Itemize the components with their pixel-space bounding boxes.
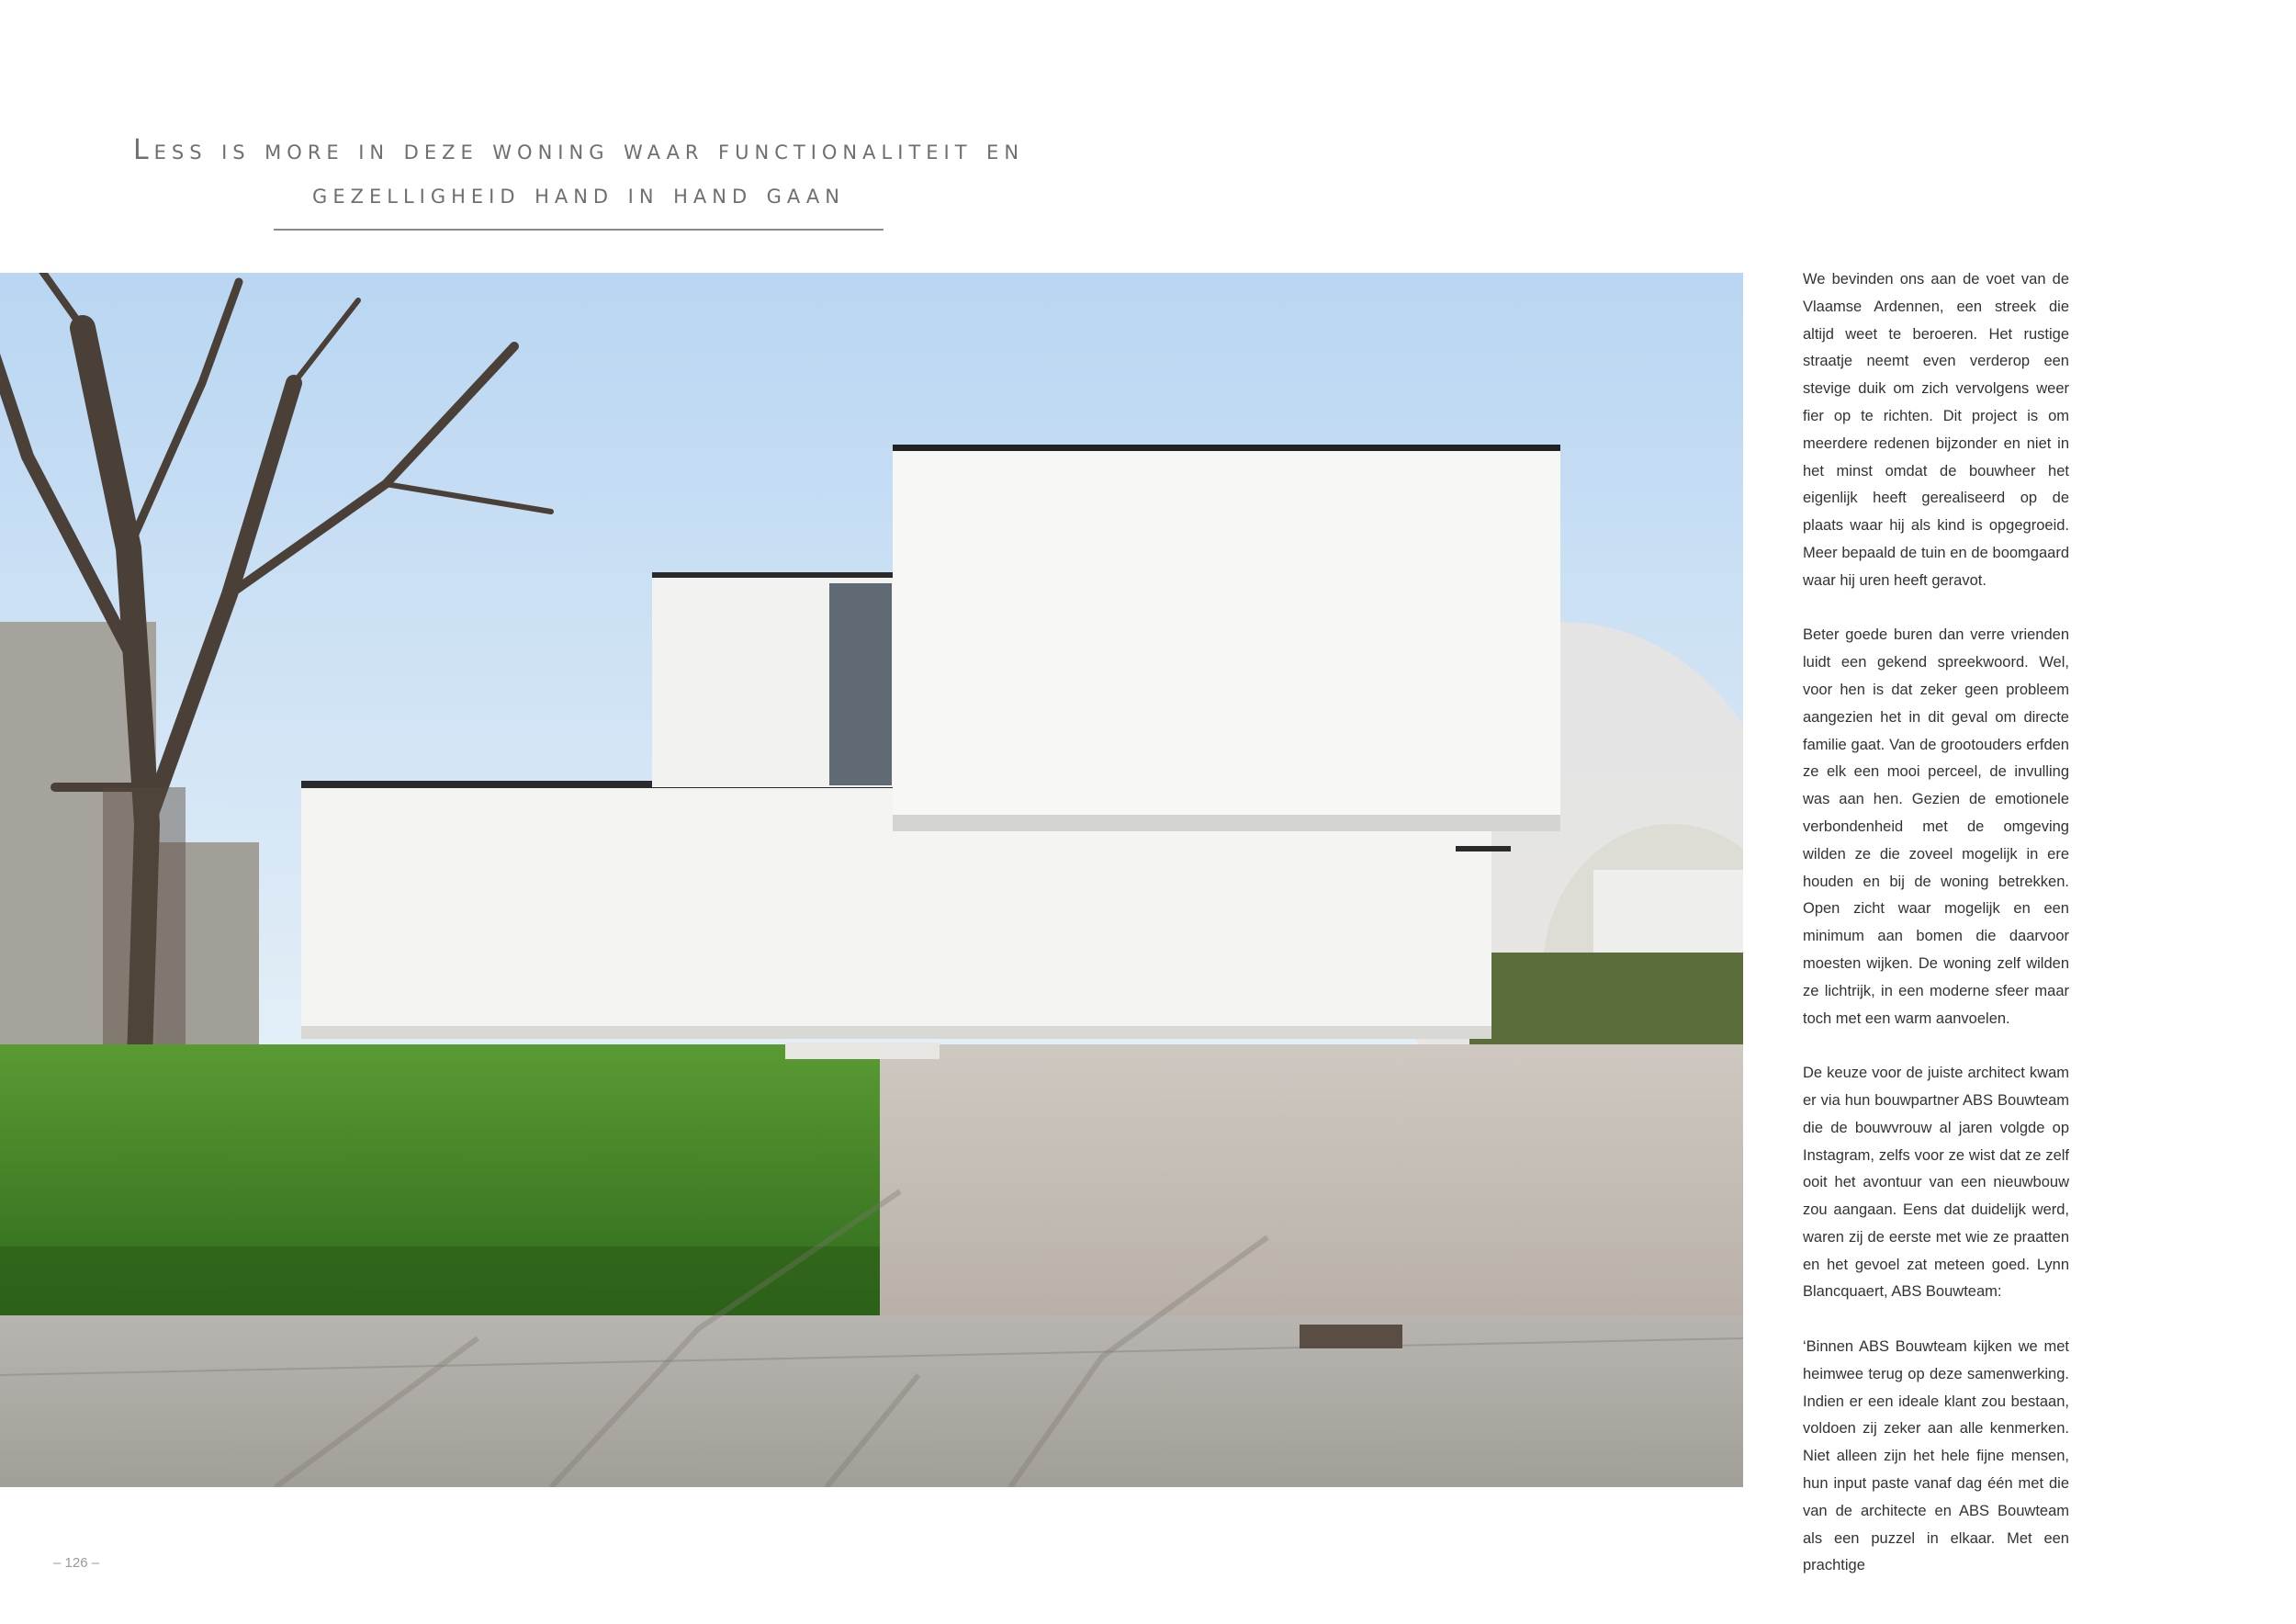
article-body (1803, 266, 2069, 1607)
house-photo (0, 273, 1743, 1487)
body-paragraph: ‘Binnen ABS Bouwteam kijken we met heimwee terug op deze samenwerking. Indien er een ideale klant zou bestaan, voldoen zij zeker aan alle kenmerken. Niet alleen zijn het hele fijne mensen, hun input paste vanaf dag één met die van de architecte en ABS Bouwteam als een puzzel in elkaar. Met een prachtige (1803, 1338, 2069, 1574)
house-window (829, 583, 892, 785)
body-paragraph: Beter goede buren dan verre vrienden luidt een gekend spreekwoord. Wel, voor hen is dat zeker geen probleem aangezien het in dit geval om directe familie gaat. Van de grootouders erfden ze elk een mooi perceel, de invulling was aan hen. Gezien de emotionele verbondenheid met de omgeving wilden ze die zoveel mogelijk in ere houden en bij de woning betrekken. Open zicht waar mogelijk en een minimum aan bomen die daarvoor moesten wijken. De woning zelf wilden ze lichtrijk, in een moderne sfeer maar toch met een warm aanvoelen. (1803, 626, 2069, 1027)
body-paragraph: De keuze voor de juiste architect kwam er via hun bouwpartner ABS Bouwteam die de bouwvrouw al jaren volgde op Instagram, zelfs voor ze wist dat ze zelf ooit het avontuur van een nieuwbouw zou aangaan. Eens dat duidelijk werd, waren zij de eerste met wie ze praatten en het gevoel zat meteen goed. Lynn Blancquaert, ABS Bouwteam: (1803, 1065, 2069, 1301)
page-number: – 126 – (53, 1555, 100, 1571)
drain-grate (1300, 1325, 1402, 1348)
house-upper-volume (893, 449, 1560, 831)
gravel-driveway (880, 1044, 1743, 1315)
headline-line-1: Less is more in deze woning waar functionaliteit en (132, 134, 1025, 166)
body-paragraph: We bevinden ons aan de voet van de Vlaamse Ardennen, een streek die altijd weet te beroeren. Het rustige straatje neemt even verderop een stevige duik om zich vervolgens weer fier op te richten. Dit project is om meerdere redenen bijzonder en niet in het minst omdat de bouwheer het eigenlijk heeft gerealiseerd op de plaats waar hij als kind is opgegroeid. Meer bepaald de tuin en de boomgaard waar hij uren heeft geravot. (1803, 271, 2069, 589)
article-headline (64, 129, 1093, 217)
neighbor-house-right (1593, 870, 1743, 953)
headline-underline (274, 229, 884, 231)
pavement (0, 1315, 1743, 1487)
headline-line-2: gezelligheid hand in hand gaan (312, 178, 845, 210)
